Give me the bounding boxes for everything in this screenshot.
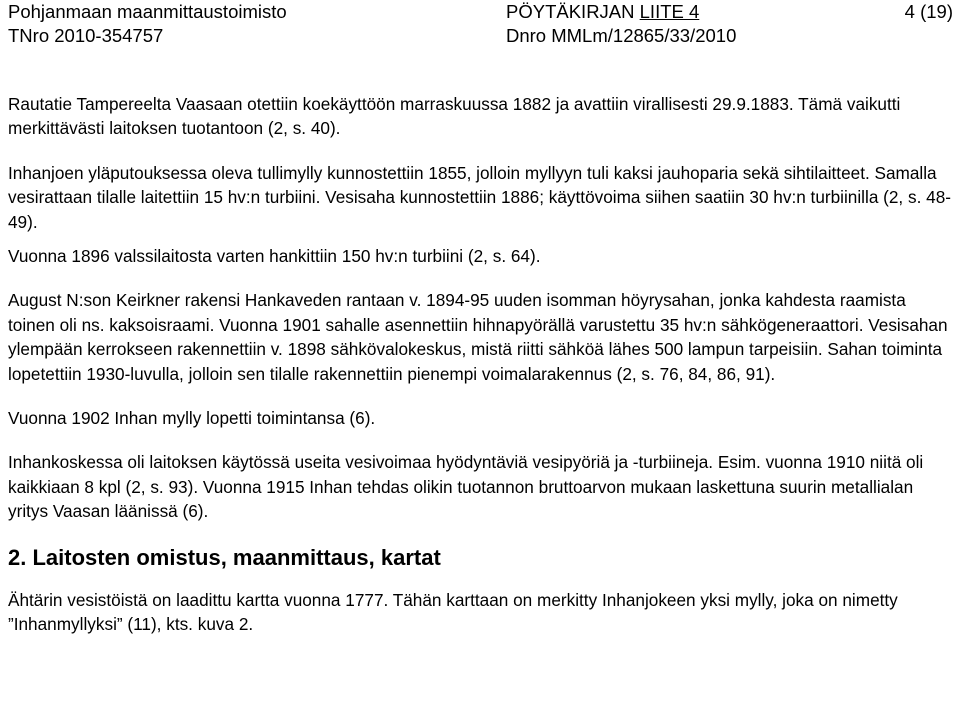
tnro-reference: TNro 2010-354757 bbox=[8, 25, 164, 46]
paragraph-water-wheels: Inhankoskessa oli laitoksen käytössä useita vesivoimaa hyödyntäviä vesipyöriä ja -turbiineja. Esim. vuonna 1910 niitä oli kaikkiaan 8 kpl (2, s. 93). Vuonna 1915 Inhan tehdas olikin tuotannon bruttoarvon mukaan laskettuna suurin metallialan yritys Vaasan läänissä (6). bbox=[8, 452, 924, 522]
paragraph-rolling-mill: Vuonna 1896 valssilaitosta varten hankittiin 150 hv:n turbiini (2, s. 64). bbox=[8, 246, 541, 267]
page-number: 4 (19) bbox=[904, 1, 953, 22]
paragraph-map-1777: Ähtärin vesistöistä on laadittu kartta vuonna 1777. Tähän karttaan on merkitty Inhanjokeen yksi mylly, joka on nimetty ”Inhanmyllyksi” (11), kts. kuva 2. bbox=[8, 589, 898, 635]
document-type bbox=[506, 0, 699, 24]
paragraph-customs-mill: Inhanjoen yläputouksessa oleva tullimylly kunnostettiin 1855, jolloin myllyyn tuli kaksi jauhoparia sekä sihtilaitteet. Samalla vesirattaan tilalle laitettiin 15 hv:n turbiini. Vesisaha kunnostettiin 1886; käyttövoima siihen saatiin 30 hv:n turbiinilla (2, s. 48-49). bbox=[8, 162, 951, 232]
paragraph-steam-sawmill: August N:son Keirkner rakensi Hankaveden rantaan v. 1894-95 uuden isomman höyrysahan, jonka kahdesta raamista toinen oli ns. kaksoisraami. Vuonna 1901 sahalle asennettiin hihnapyörällä varustettu 35 hv:n sähkögeneraattori. Vesisahan ylempään kerrokseen rakennettiin v. 1898 sähkövalokeskus, mistä riitti sähköä lähes 500 lampun tarpeisiin. Sahan toiminta lopetettiin 1930-luvulla, jolloin sen tilalle rakennettiin pienempi voimalarakennus (2, s. 76, 84, 86, 91). bbox=[8, 290, 948, 384]
document-body bbox=[8, 92, 953, 657]
paragraph-mill-closure: Vuonna 1902 Inhan mylly lopetti toimintansa (6). bbox=[8, 408, 376, 429]
header-row-1 bbox=[8, 0, 953, 24]
header-row-2 bbox=[8, 24, 953, 48]
dnro-reference: Dnro MMLm/12865/33/2010 bbox=[506, 25, 737, 46]
paragraph-railway: Rautatie Tampereelta Vaasaan otettiin koekäyttöön marraskuussa 1882 ja avattiin virallisesti 29.9.1883. Tämä vaikutti merkittävästi laitoksen tuotantoon (2, s. 40). bbox=[8, 94, 901, 139]
page-header bbox=[8, 0, 953, 48]
appendix-link[interactable]: LIITE 4 bbox=[639, 1, 700, 22]
organization-name: Pohjanmaan maanmittaustoimisto bbox=[8, 1, 287, 22]
document-type-prefix: PÖYTÄKIRJAN bbox=[506, 1, 640, 22]
section-heading: 2. Laitosten omistus, maanmittaus, kartat bbox=[8, 544, 441, 570]
